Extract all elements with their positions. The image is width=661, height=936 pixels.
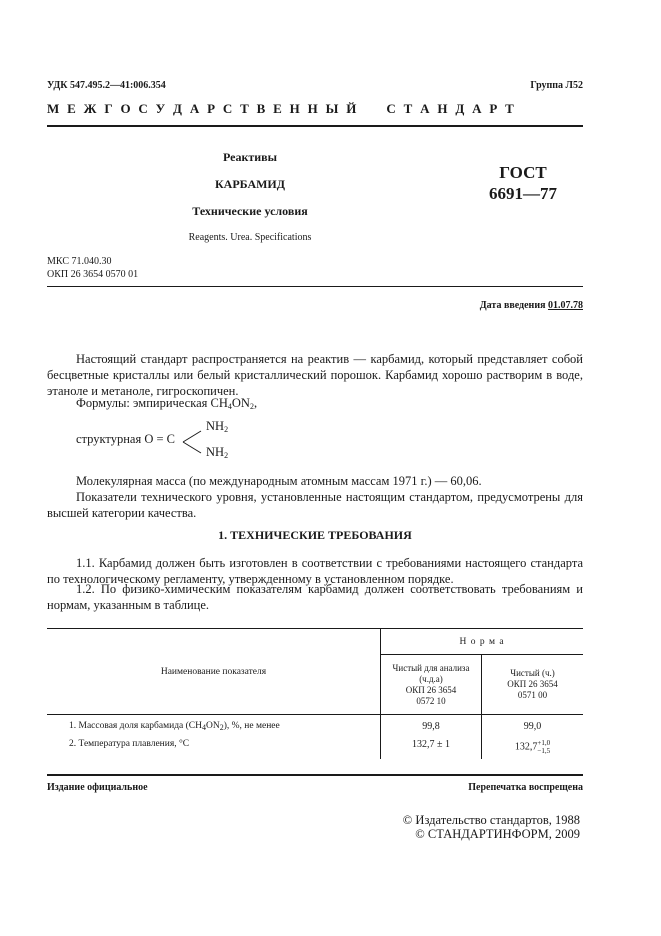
col-a-line: ОКП 26 3654 [405,684,457,695]
paragraph-1-1: 1.1. Карбамид должен быть изготовлен в соответствии с требованиями настоящего стандарта по технологическому регламенту, утвержденному в установленном порядке. [47,556,583,586]
table-row [47,739,583,759]
copyright-2009: © СТАНДАРТИНФОРМ, 2009 [415,827,580,841]
amine-group-lower [206,445,228,460]
formula-sub-4: 4 [227,402,232,411]
col-b-header [482,655,584,715]
row2-b-sup: +1,0 [537,738,551,747]
paragraph-quality-level: Показатели технического уровня, установленные настоящим стандартом, предусмотрены для высшей категории качества. [47,490,583,520]
mks-code: МКС 71.040.30 [47,256,112,267]
amine-sub: 2 [224,425,229,434]
section-heading: 1. ТЕХНИЧЕСКИЕ ТРЕБОВАНИЯ [218,528,412,542]
row1-sub1: 4 [201,723,206,733]
okp-code: ОКП 26 3654 0570 01 [47,269,139,280]
official-edition: Издание официальное [47,782,148,793]
codes-rule [47,286,583,287]
paragraph-scope: Настоящий стандарт распространяется на реактив — карбамид, который представляет собой бесцветные кристаллы или белый кристаллический порошок. Карбамид хорошо растворим в воде, этаноле и метаноле, гигроскопичен. [47,352,583,398]
gost-number: 6691—77 [489,184,557,203]
formula-mid: ON [231,396,250,410]
col-a-header [381,655,482,715]
title-line3: Технические условия [192,204,308,218]
amine-label: NH [206,419,225,433]
table-row [47,715,583,739]
col-b-line: ОКП 26 3654 [507,679,558,689]
paragraph-molar-mass: Молекулярная масса (по международным атомным массам 1971 г.) — 60,06. [76,474,482,488]
structural-bonds [181,428,205,456]
row2-value-b [482,739,584,759]
requirements-table [47,628,583,759]
amine-group-upper [206,419,228,434]
col-a-line: 0572 10 [416,695,446,706]
col-b-line: 0571 00 [517,690,548,700]
bond-upper [183,431,201,442]
structural-label: структурная O = C [76,432,175,446]
header-rule [47,125,583,127]
table-header-row [47,629,583,655]
formula-end: , [253,396,258,410]
title-line1: Реактивы [222,150,278,164]
row1-sub2: 2 [219,723,224,733]
row1-label [47,715,381,739]
amine-sub: 2 [224,451,229,460]
row1-label-b: ON [205,721,220,732]
intro-date-label: Дата введения [479,300,546,311]
formula-prefix: Формулы: эмпирическая CH [76,396,228,410]
copyright-1988: © Издательство стандартов, 1988 [402,813,580,827]
footer-rule [47,774,583,776]
row1-value-a: 99,8 [381,715,482,739]
norm-header: Н о р м а [381,629,584,655]
row2-label: 2. Температура плавления, °С [47,739,381,759]
col-b-line: Чистый (ч.) [510,668,555,678]
bond-lower [183,442,201,453]
udk-code: УДК 547.495.2—41:006.354 [47,80,166,91]
row2-value-a: 132,7 ± 1 [381,739,482,759]
title-english: Reagents. Urea. Specifications [188,232,312,243]
gost-label: ГОСТ [499,163,547,182]
row2-b-base: 132,7 [514,740,538,752]
amine-label: NH [206,445,225,459]
intro-date-value: 01.07.78 [548,300,583,311]
col-a-line: (ч.д.а) [419,673,443,684]
row1-value-b: 99,0 [523,721,542,733]
formula-sub-2: 2 [249,402,254,411]
col-name-header: Наименование показателя [47,629,381,715]
row1-label-a: 1. Массовая доля карбамида (CH [69,721,202,732]
paragraph-1-2: 1.2. По физико-химическим показателям карбамид должен соответствовать требованиям и нормам, указанным в таблице. [47,582,583,612]
formula-empirical [47,395,583,415]
col-a-line: Чистый для анализа [392,662,470,673]
row1-label-c: ), %, не менее [223,721,280,732]
reprint-notice: Перепечатка воспрещена [468,782,583,793]
intro-date [400,300,583,311]
title-line2: КАРБАМИД [214,177,286,191]
standard-band: М Е Ж Г О С У Д А Р С Т В Е Н Н Ы Й С Т А Н Д А Р Т [47,101,517,116]
row2-b-tolerance [537,739,550,755]
group-code: Группа Л52 [530,80,583,91]
row2-b-sub: −1,5 [537,746,551,755]
